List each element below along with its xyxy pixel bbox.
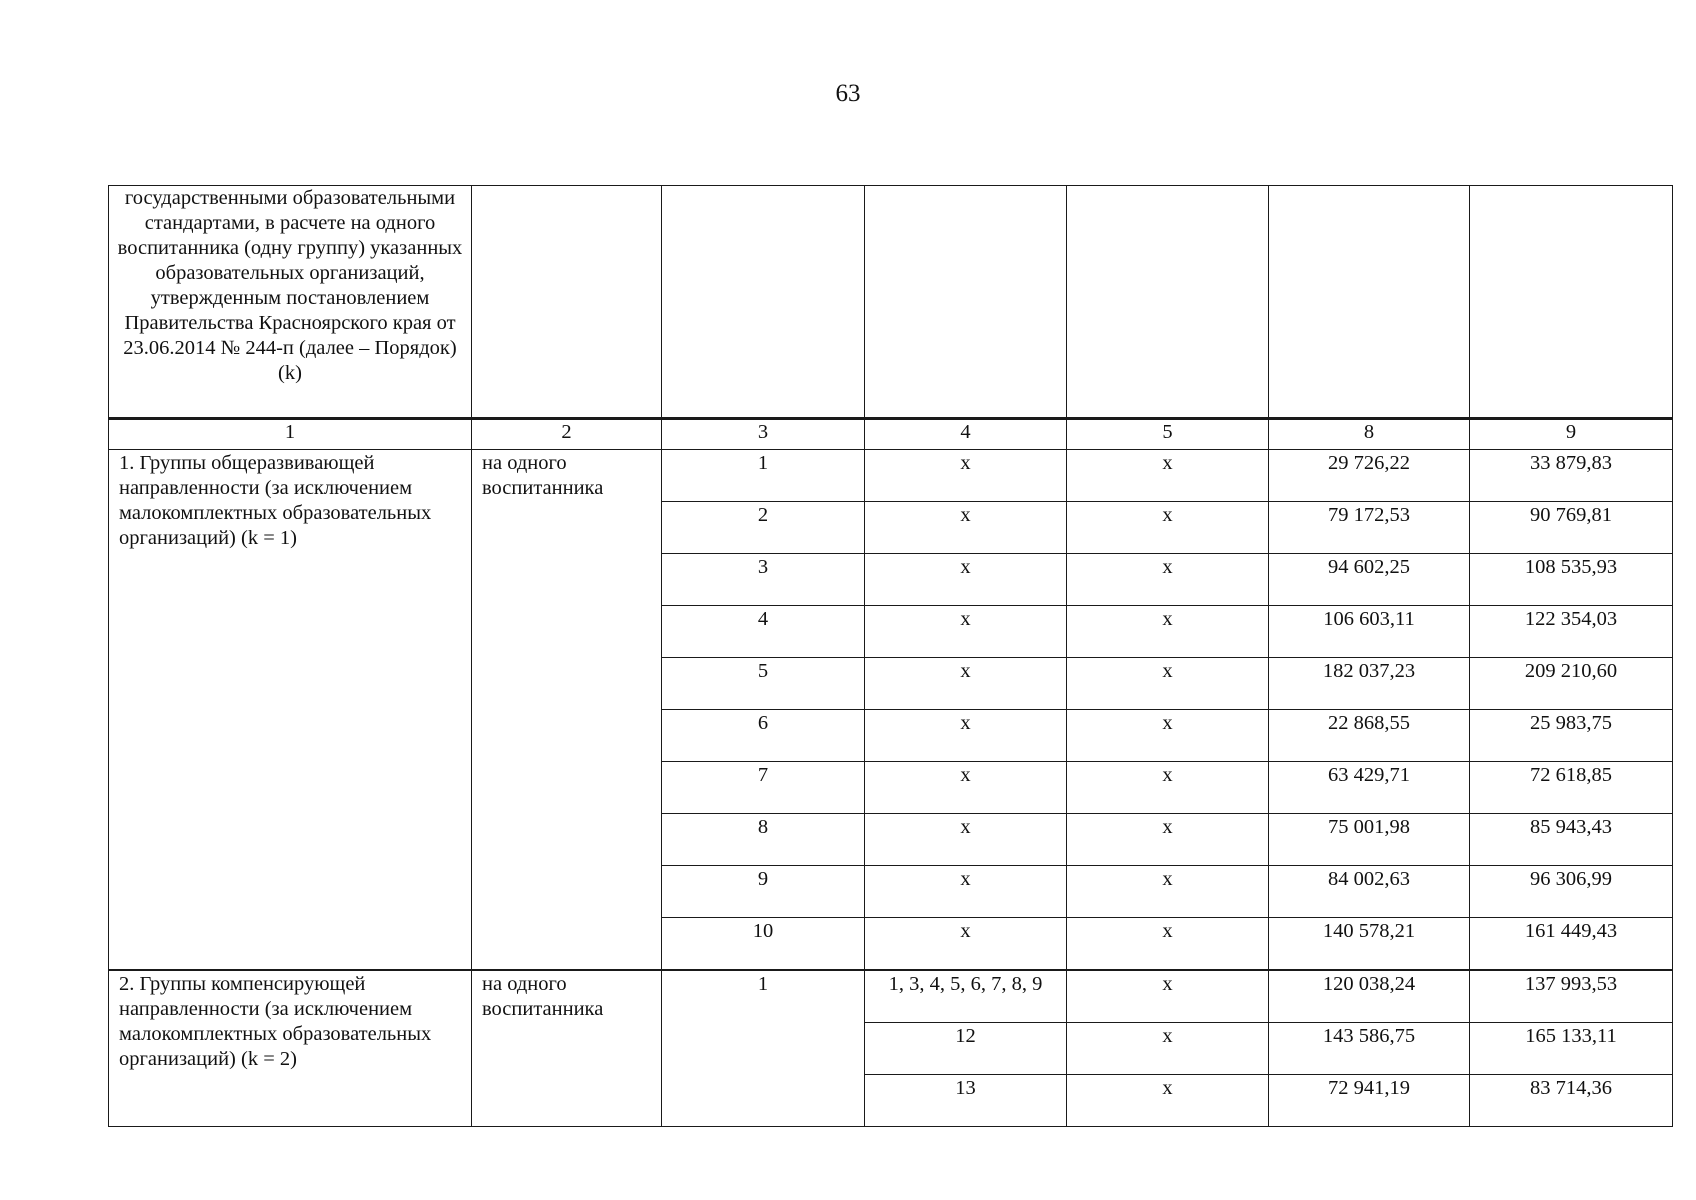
cell-col5: x [1067,606,1269,658]
cell-col9: 137 993,53 [1470,970,1673,1023]
cell-col8: 94 602,25 [1269,554,1470,606]
cell-col3: 6 [662,710,865,762]
cell-col8: 75 001,98 [1269,814,1470,866]
cell-col8: 29 726,22 [1269,450,1470,502]
cell-col4: 13 [865,1075,1067,1127]
group2-unit: на одного воспитанника [472,970,662,1127]
cell-col4: 12 [865,1023,1067,1075]
cell-col5: x [1067,450,1269,502]
cell-col9: 108 535,93 [1470,554,1673,606]
cell-col4: x [865,502,1067,554]
header-col5-empty [1067,186,1269,419]
header-col9-empty [1470,186,1673,419]
cell-col5: x [1067,658,1269,710]
cell-col5: x [1067,502,1269,554]
cell-col9: 165 133,11 [1470,1023,1673,1075]
cell-col9: 209 210,60 [1470,658,1673,710]
cell-col5: x [1067,866,1269,918]
group1-label: 1. Группы общеразвивающей направленности (за исключением малокомплектных образовательных организаций) (k = 1) [109,450,472,971]
column-number: 4 [865,419,1067,450]
page-number: 63 [835,80,861,107]
cell-col9: 85 943,43 [1470,814,1673,866]
cell-col3: 1 [662,450,865,502]
cell-col8: 182 037,23 [1269,658,1470,710]
cell-col4: x [865,814,1067,866]
cell-col8: 84 002,63 [1269,866,1470,918]
cell-col3: 1 [662,970,865,1127]
header-continuation-row [109,186,1673,419]
cell-col9: 72 618,85 [1470,762,1673,814]
cell-col3: 2 [662,502,865,554]
cell-col4: x [865,606,1067,658]
cell-col4: x [865,762,1067,814]
cell-col5: x [1067,1023,1269,1075]
cell-col3: 4 [662,606,865,658]
cell-col9: 122 354,03 [1470,606,1673,658]
cell-col9: 25 983,75 [1470,710,1673,762]
cell-col8: 72 941,19 [1269,1075,1470,1127]
table-row [109,450,1673,502]
cell-col3: 5 [662,658,865,710]
cell-col4: x [865,918,1067,971]
table-row [109,970,1673,1023]
cell-col5: x [1067,970,1269,1023]
cell-col4: x [865,710,1067,762]
cell-col9: 96 306,99 [1470,866,1673,918]
cell-col8: 22 868,55 [1269,710,1470,762]
cell-col3: 3 [662,554,865,606]
header-col4-empty [865,186,1067,419]
column-number: 9 [1470,419,1673,450]
column-number: 1 [109,419,472,450]
cell-col4: x [865,450,1067,502]
cell-col8: 140 578,21 [1269,918,1470,971]
column-number: 2 [472,419,662,450]
cell-col5: x [1067,710,1269,762]
column-number: 8 [1269,419,1470,450]
tariff-table-sheet [108,185,1658,1127]
cell-col4: x [865,866,1067,918]
cell-col8: 79 172,53 [1269,502,1470,554]
cell-col3: 7 [662,762,865,814]
cell-col9: 161 449,43 [1470,918,1673,971]
cell-col5: x [1067,762,1269,814]
cell-col8: 63 429,71 [1269,762,1470,814]
header-col1-continuation: государственными образовательными стандартами, в расчете на одного воспитанника (одну группу) указанных образовательных организаций, утвержденным постановлением Правительства Красноярского края от 23.06.2014 № 244-п (далее – Порядок) (k) [109,186,472,419]
header-col3-empty [662,186,865,419]
group2-label: 2. Группы компенсирующей направленности (за исключением малокомплектных образовательных организаций) (k = 2) [109,970,472,1127]
tariff-table [108,185,1673,1127]
cell-col9: 83 714,36 [1470,1075,1673,1127]
group1-unit: на одного воспитанника [472,450,662,971]
column-number-row [109,419,1673,450]
cell-col4: x [865,554,1067,606]
cell-col8: 106 603,11 [1269,606,1470,658]
cell-col5: x [1067,814,1269,866]
cell-col5: x [1067,554,1269,606]
cell-col5: x [1067,1075,1269,1127]
cell-col3: 8 [662,814,865,866]
cell-col4: x [865,658,1067,710]
column-number: 5 [1067,419,1269,450]
cell-col9: 33 879,83 [1470,450,1673,502]
cell-col8: 143 586,75 [1269,1023,1470,1075]
cell-col3: 9 [662,866,865,918]
cell-col4: 1, 3, 4, 5, 6, 7, 8, 9 [865,970,1067,1023]
cell-col8: 120 038,24 [1269,970,1470,1023]
cell-col3: 10 [662,918,865,971]
cell-col9: 90 769,81 [1470,502,1673,554]
header-col2-empty [472,186,662,419]
header-col8-empty [1269,186,1470,419]
column-number: 3 [662,419,865,450]
cell-col5: x [1067,918,1269,971]
